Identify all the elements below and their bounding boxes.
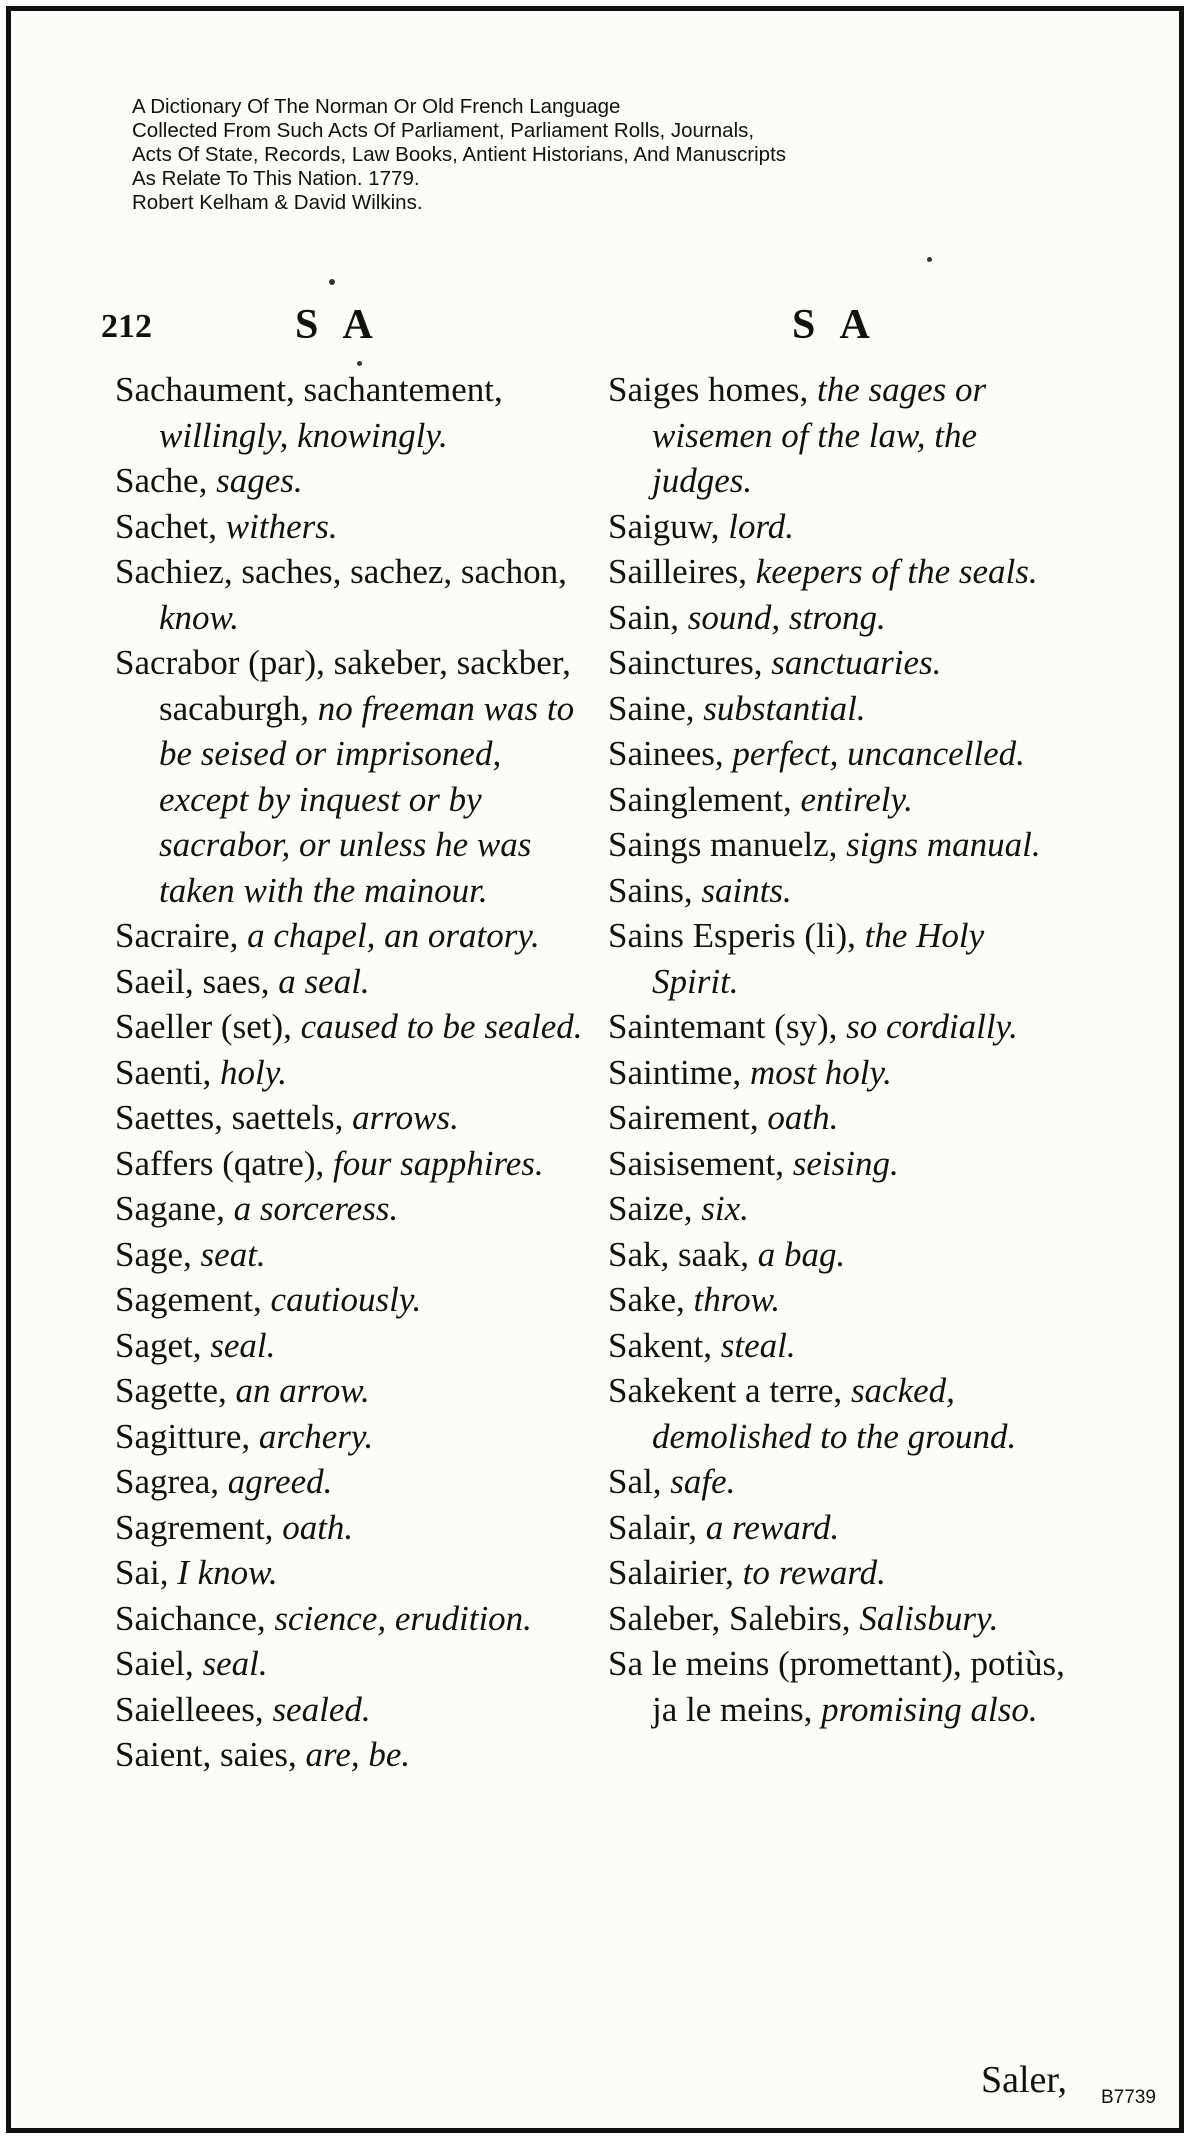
dictionary-entry <box>115 1732 585 1778</box>
entry-headword: Sagrement, <box>115 1507 274 1547</box>
entry-definition: willingly, knowingly. <box>159 415 448 455</box>
entry-definition: sacked, demolished to the ground. <box>652 1371 1017 1456</box>
entry-definition: to reward. <box>742 1553 886 1592</box>
entry-headword: Saleber, Salebirs, <box>608 1598 851 1638</box>
entry-definition: safe. <box>670 1462 736 1501</box>
entry-headword: Sainglement, <box>608 779 792 819</box>
entry-definition: substantial. <box>703 688 866 728</box>
entry-headword: Saichance, <box>115 1598 266 1638</box>
entry-headword: Sairement, <box>608 1098 759 1137</box>
dictionary-entry <box>608 1596 1073 1642</box>
entry-headword: Sakent, <box>608 1325 713 1365</box>
entry-headword: Sache, <box>115 461 208 500</box>
page-frame <box>6 6 1184 2133</box>
dictionary-entry <box>115 640 585 913</box>
entry-headword: Sain, <box>608 597 679 637</box>
dictionary-entry <box>115 1505 585 1551</box>
entry-headword: Saize, <box>608 1189 693 1228</box>
dictionary-entry <box>608 1550 1073 1596</box>
entry-definition: Salisbury. <box>859 1598 999 1638</box>
dictionary-entry <box>115 1141 585 1187</box>
entry-headword: Sainctures, <box>608 643 763 682</box>
dictionary-entry <box>115 913 585 959</box>
entry-definition: the Holy Spirit. <box>652 916 985 1001</box>
dictionary-entry <box>608 1050 1073 1096</box>
entry-definition: archery. <box>258 1416 374 1456</box>
dictionary-entry <box>608 1095 1073 1141</box>
entry-headword: Sains Esperis (li), <box>608 916 856 955</box>
dictionary-entry <box>115 1277 585 1323</box>
entry-headword: Saffers (qatre), <box>115 1143 325 1183</box>
header-line: Acts Of State, Records, Law Books, Antient Historians, And Manuscripts <box>132 143 787 166</box>
dictionary-entry <box>608 777 1073 823</box>
entry-definition: six. <box>701 1189 749 1228</box>
entry-headword: Sa le meins (promettant), potiùs, ja le meins, <box>608 1644 1065 1729</box>
entry-definition: keepers of the seals. <box>755 552 1038 591</box>
dictionary-entry <box>115 1414 585 1460</box>
dictionary-entry <box>115 504 585 550</box>
entry-definition: four sapphires. <box>333 1143 544 1183</box>
entry-headword: Sachaument, sachantement, <box>115 370 503 409</box>
header-line: A Dictionary Of The Norman Or Old French Language <box>132 95 621 118</box>
dictionary-entry <box>608 1277 1073 1323</box>
entry-headword: Saiguw, <box>608 506 720 546</box>
entry-definition: seal. <box>210 1325 276 1365</box>
entry-headword: Sak, saak, <box>608 1234 749 1274</box>
entry-headword: Salairier, <box>608 1553 734 1592</box>
running-head-right: S A <box>792 302 878 348</box>
entry-headword: Sacraire, <box>115 916 239 955</box>
dictionary-entry <box>608 1368 1073 1459</box>
entry-headword: Sakekent a terre, <box>608 1371 843 1410</box>
entry-definition: a reward. <box>705 1507 840 1547</box>
entry-definition: entirely. <box>800 779 913 819</box>
entry-headword: Saettes, saettels, <box>115 1098 344 1137</box>
dictionary-entry <box>115 1641 585 1687</box>
entry-definition: most holy. <box>749 1052 892 1092</box>
entry-definition: no freeman was to be seised or imprisoned, except by inquest or by sacrabor, or unless he was taken with the mainour. <box>159 688 575 910</box>
dictionary-entry <box>608 686 1073 732</box>
dictionary-entry <box>608 1232 1073 1278</box>
catchword: Saler, <box>981 2059 1068 2101</box>
entry-headword: Saenti, <box>115 1052 212 1092</box>
dictionary-entry <box>608 1505 1073 1551</box>
book-header <box>132 95 786 215</box>
dictionary-entry <box>608 1004 1073 1050</box>
entry-definition: the sages or wisemen of the law, the judges. <box>652 370 987 500</box>
entry-headword: Sake, <box>608 1280 685 1319</box>
entry-definition: lord. <box>728 506 795 546</box>
entry-definition: arrows. <box>352 1098 459 1137</box>
dictionary-entry <box>608 731 1073 777</box>
ink-speck <box>329 279 335 285</box>
entry-definition: sealed. <box>272 1689 371 1729</box>
entry-headword: Sal, <box>608 1462 662 1501</box>
dictionary-entry <box>115 959 585 1005</box>
entry-definition: holy. <box>219 1052 288 1092</box>
entry-headword: Sachet, <box>115 506 218 546</box>
dictionary-entry <box>608 367 1073 504</box>
entry-headword: Saget, <box>115 1325 202 1365</box>
entry-headword: Sains, <box>608 870 693 910</box>
entry-definition: seising. <box>792 1143 899 1183</box>
dictionary-entry <box>608 1459 1073 1505</box>
entry-definition: a bag. <box>757 1234 846 1274</box>
entry-definition: a chapel, an oratory. <box>247 916 540 955</box>
entry-definition: oath. <box>767 1098 839 1137</box>
dictionary-entry <box>608 549 1073 595</box>
entry-definition: so cordially. <box>846 1007 1018 1046</box>
entry-definition: I know. <box>177 1553 278 1592</box>
entry-headword: Saeller (set), <box>115 1007 292 1046</box>
dictionary-entry <box>608 1141 1073 1187</box>
entry-headword: Sagrea, <box>115 1462 219 1501</box>
entry-definition: seat. <box>200 1234 266 1274</box>
entry-headword: Saiges homes, <box>608 370 809 409</box>
entry-definition: throw. <box>693 1280 781 1319</box>
entry-definition: saints. <box>701 870 792 910</box>
entry-headword: Saielleees, <box>115 1689 264 1729</box>
entry-definition: promising also. <box>821 1689 1038 1729</box>
entry-headword: Saintemant (sy), <box>608 1007 838 1046</box>
dictionary-entry <box>115 1004 585 1050</box>
dictionary-entry <box>608 1186 1073 1232</box>
header-line: Robert Kelham & David Wilkins. <box>132 191 423 214</box>
dictionary-entry <box>608 822 1073 868</box>
left-column <box>115 367 585 1778</box>
dictionary-entry <box>608 504 1073 550</box>
entry-headword: Saings manuelz, <box>608 825 838 864</box>
dictionary-entry <box>115 367 585 458</box>
entry-definition: perfect, uncancelled. <box>732 734 1025 773</box>
running-head-left: S A <box>295 302 381 348</box>
entry-headword: Sagane, <box>115 1189 225 1228</box>
entry-definition: sanctuaries. <box>771 643 942 682</box>
entry-definition: a seal. <box>278 961 370 1001</box>
entry-definition: an arrow. <box>235 1371 370 1410</box>
dictionary-entry <box>608 1323 1073 1369</box>
entry-headword: Sage, <box>115 1234 192 1274</box>
entry-headword: Sagette, <box>115 1371 227 1410</box>
dictionary-entry <box>115 1186 585 1232</box>
dictionary-entry <box>115 1459 585 1505</box>
dictionary-entry <box>608 640 1073 686</box>
entry-headword: Sailleires, <box>608 552 747 591</box>
entry-definition: steal. <box>720 1325 796 1365</box>
dictionary-entry <box>115 1550 585 1596</box>
page-number: 212 <box>101 308 152 345</box>
dictionary-entry <box>115 458 585 504</box>
entry-headword: Saintime, <box>608 1052 742 1092</box>
entry-definition: withers. <box>225 506 338 546</box>
dictionary-entry <box>608 868 1073 914</box>
right-column <box>608 367 1073 1732</box>
dictionary-entry <box>608 1641 1073 1732</box>
entry-definition: sages. <box>216 461 303 500</box>
entry-definition: know. <box>159 597 240 637</box>
entry-headword: Saisisement, <box>608 1143 784 1183</box>
header-line: As Relate To This Nation. 1779. <box>132 167 420 190</box>
entry-definition: cautiously. <box>270 1280 422 1319</box>
reference-code: B7739 <box>1101 2087 1156 2108</box>
header-line: Collected From Such Acts Of Parliament, Parliament Rolls, Journals, <box>132 119 755 142</box>
dictionary-entry <box>115 1368 585 1414</box>
dictionary-entry <box>115 1232 585 1278</box>
entry-definition: are, be. <box>305 1735 411 1774</box>
entry-definition: oath. <box>282 1507 354 1547</box>
dictionary-entry <box>115 1323 585 1369</box>
entry-headword: Saiel, <box>115 1644 194 1683</box>
dictionary-entry <box>115 1050 585 1096</box>
entry-headword: Saeil, saes, <box>115 961 270 1001</box>
entry-definition: seal. <box>202 1644 268 1683</box>
entry-definition: a sorceress. <box>233 1189 399 1228</box>
dictionary-entry <box>115 1687 585 1733</box>
ink-speck <box>357 361 362 366</box>
entry-definition: signs manual. <box>846 825 1041 864</box>
dictionary-entry <box>115 1095 585 1141</box>
entry-headword: Sai, <box>115 1553 169 1592</box>
dictionary-entry <box>115 1596 585 1642</box>
ink-speck <box>927 257 932 262</box>
entry-definition: sound, strong. <box>687 597 886 637</box>
entry-definition: agreed. <box>227 1462 333 1501</box>
entry-definition: caused to be sealed. <box>300 1007 583 1046</box>
entry-definition: science, erudition. <box>274 1598 532 1638</box>
entry-headword: Salair, <box>608 1507 697 1547</box>
entry-headword: Saine, <box>608 688 695 728</box>
entry-headword: Sagitture, <box>115 1416 251 1456</box>
entry-headword: Sagement, <box>115 1280 262 1319</box>
entry-headword: Sainees, <box>608 734 724 773</box>
dictionary-entry <box>115 549 585 640</box>
entry-headword: Sachiez, saches, sachez, sachon, <box>115 552 567 591</box>
dictionary-entry <box>608 913 1073 1004</box>
entry-headword: Sacrabor (par), sakeber, sackber, sacaburgh, <box>115 643 571 728</box>
dictionary-entry <box>608 595 1073 641</box>
entry-headword: Saient, saies, <box>115 1735 297 1774</box>
